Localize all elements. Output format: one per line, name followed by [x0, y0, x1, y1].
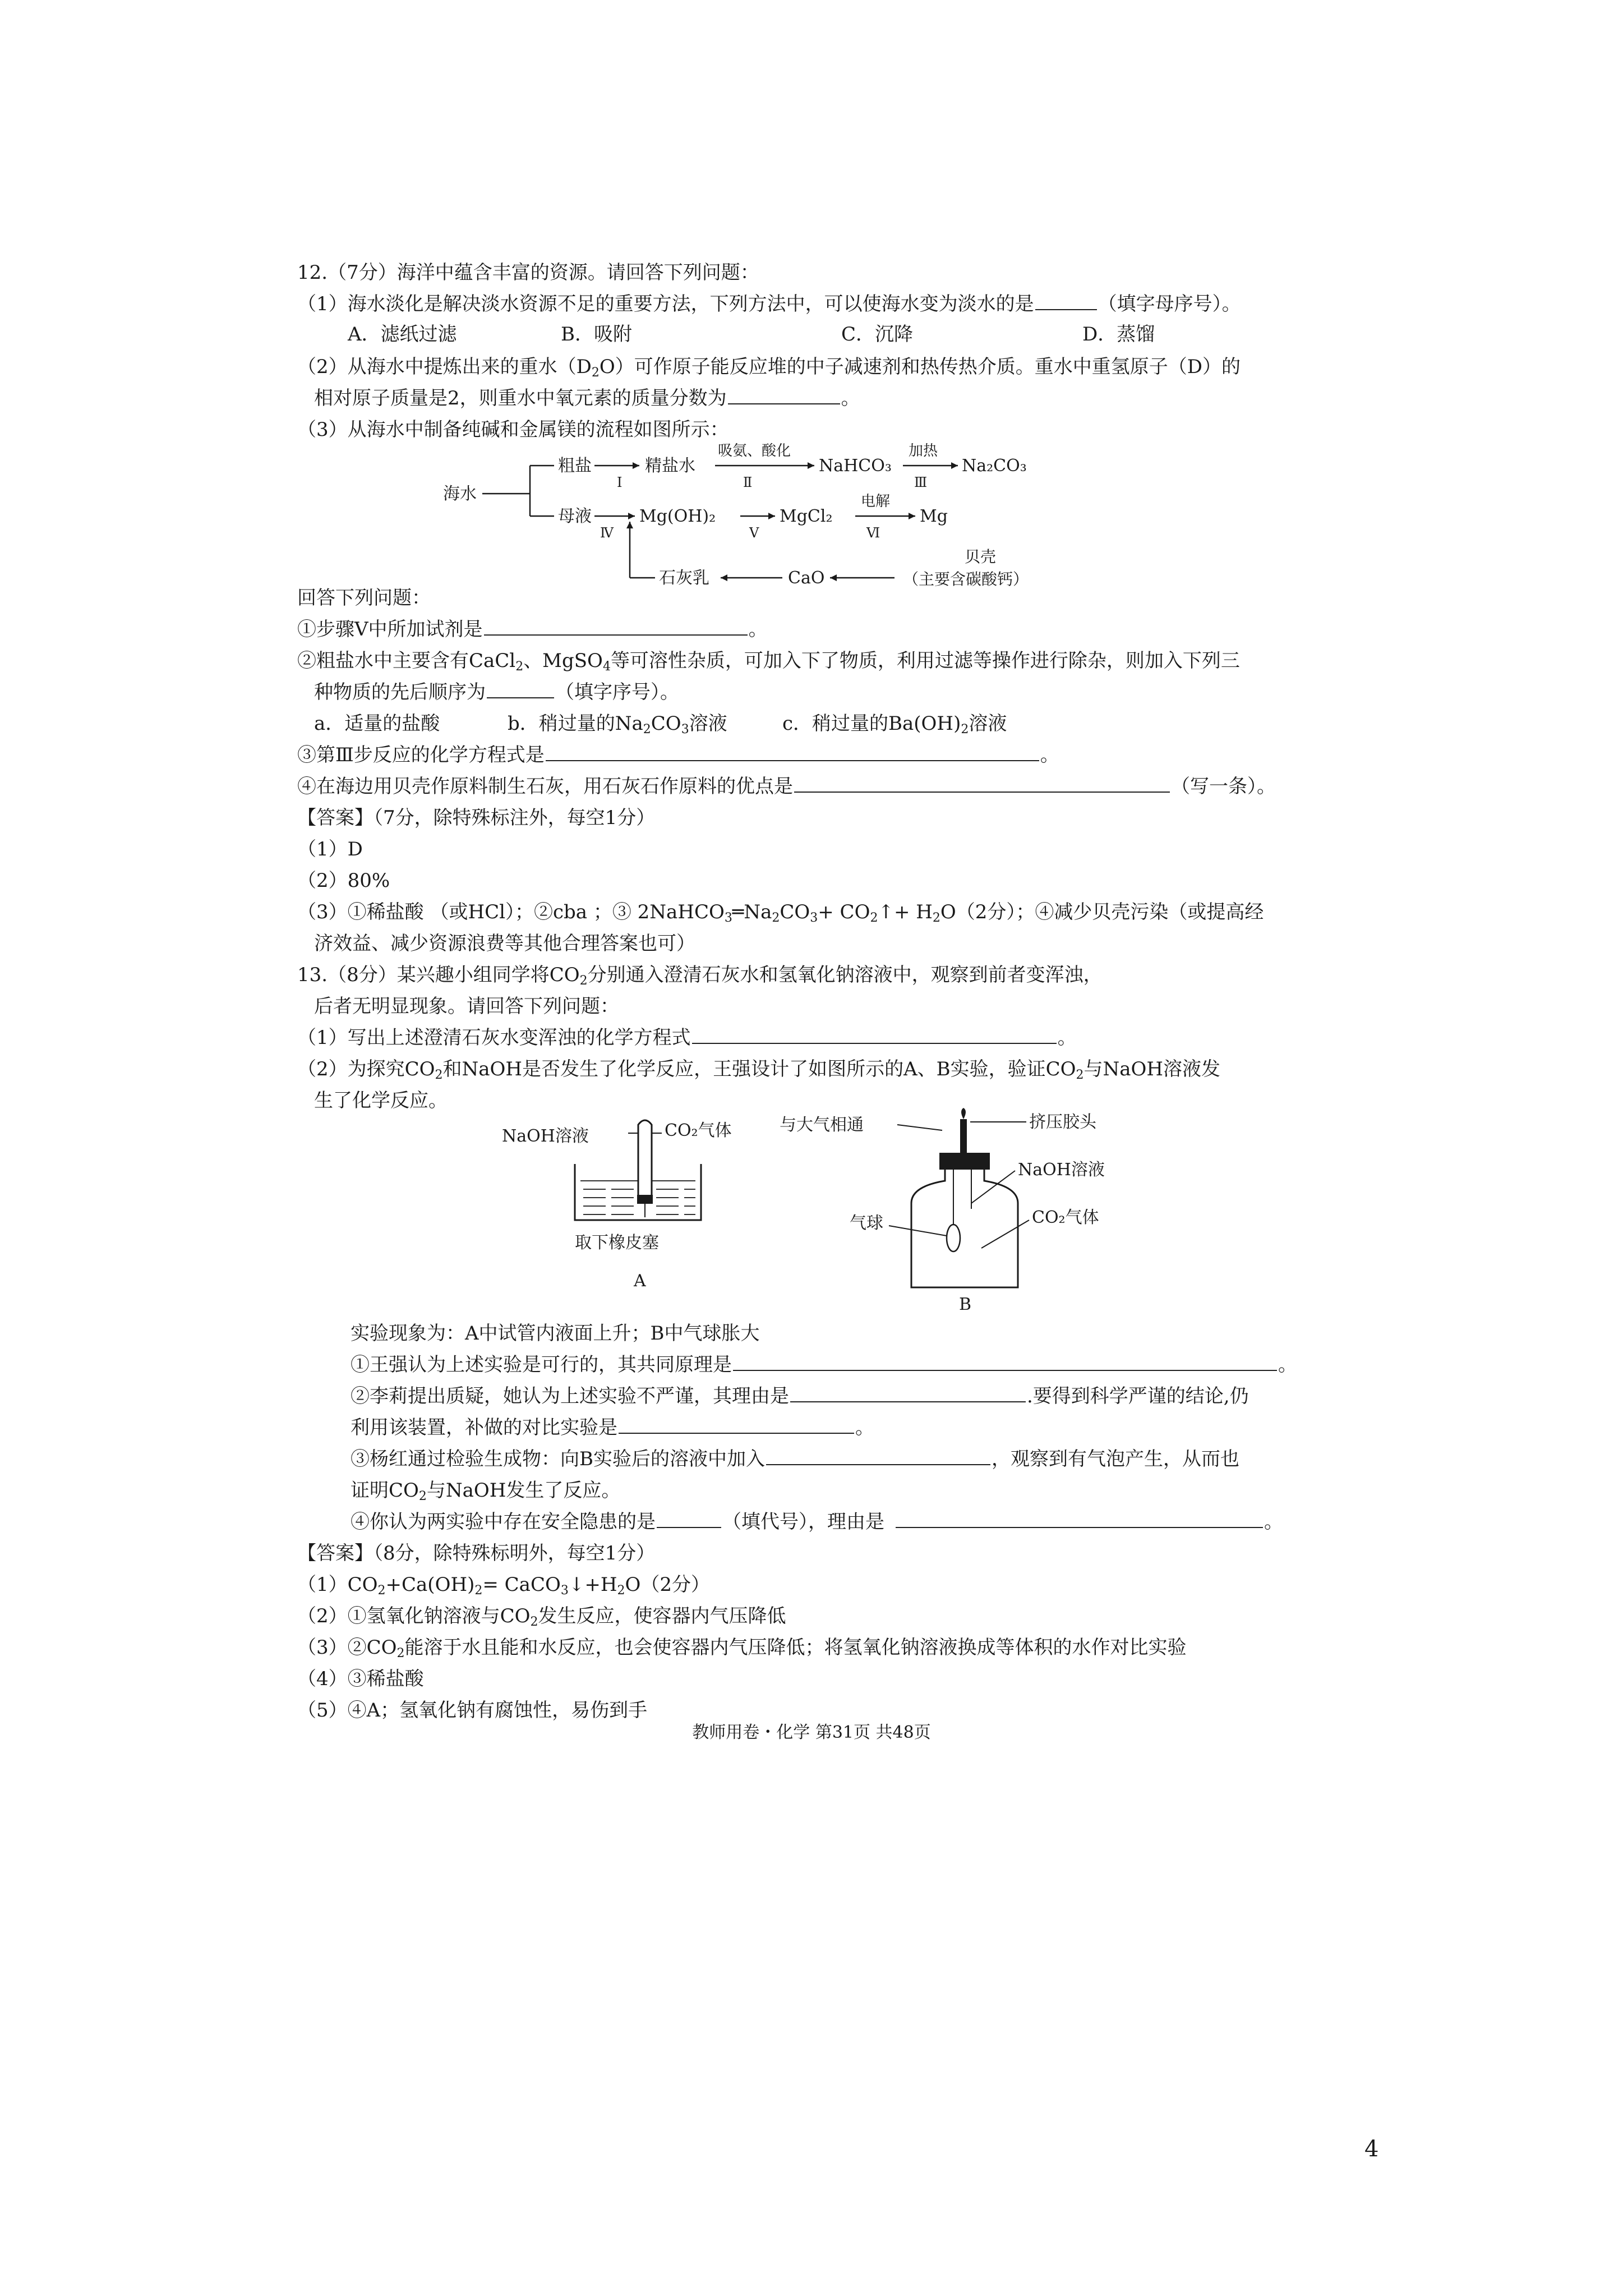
sub: 2 [1076, 1068, 1084, 1082]
q13-part1-blank [692, 1026, 1057, 1044]
text: 【答案】（7分，除特殊标注外，每空1分） [297, 807, 656, 829]
a-label: A [634, 1271, 646, 1291]
line [981, 1220, 1029, 1248]
q13-phenomenon [351, 1320, 760, 1347]
q13-title-line1 [297, 961, 1103, 988]
q13-item3-line2 [351, 1477, 620, 1504]
q13-part2-line2 [314, 1087, 448, 1114]
q12-part2-blank [728, 386, 840, 404]
text: 与NaOH发生了反应。 [426, 1479, 621, 1502]
q12-answer-title [297, 804, 655, 831]
reagent-a: a．适量的盐酸 [314, 712, 440, 735]
text: （3）①稀盐酸 （或HCl）；②cba ；③ 2NaHCO [297, 901, 725, 923]
sub: 2 [591, 366, 600, 380]
reagent-c [782, 710, 1007, 737]
flow-step2: Ⅱ [743, 475, 753, 490]
text: ③第Ⅲ步反应的化学方程式是 [297, 744, 545, 766]
q12-sub2-blank [487, 680, 554, 698]
process-flow-diagram [437, 443, 1088, 597]
q12-answer-prompt [297, 585, 431, 611]
flow-step5: Ⅴ [749, 525, 759, 541]
q13-item1 [351, 1351, 1297, 1378]
sub: 2 [515, 660, 524, 674]
q12-answer-3-line2 [314, 930, 695, 957]
q12-part1-options [348, 321, 1155, 348]
q13-item1-blank [733, 1353, 1277, 1371]
sub: 2 [932, 911, 940, 925]
text: 【答案】（8分，除特殊标明外，每空1分） [297, 1542, 656, 1565]
q12-sub3 [297, 742, 1059, 769]
experiment-diagram [494, 1108, 1144, 1314]
q13-answer-4 [297, 1665, 424, 1692]
q12-sub3-blank [546, 743, 1039, 761]
q12-part1 [297, 291, 1241, 318]
b-rubber-bulb [961, 1108, 966, 1119]
text: 。 [1040, 744, 1059, 766]
q13-title-line2 [314, 993, 619, 1020]
text: 分别通入澄清石灰水和氢氧化钠溶液中，观察到前者变浑浊， [587, 964, 1103, 986]
flow-step6-condition: 电解 [861, 493, 891, 510]
text: 与NaOH溶液发 [1083, 1058, 1221, 1080]
q12-answer-3-line1 [297, 899, 1264, 926]
line [897, 1125, 942, 1130]
path [960, 1119, 967, 1153]
text: + CO [818, 901, 870, 923]
q13-item2-control-blank [619, 1416, 854, 1434]
option-d: D．蒸馏 [1082, 323, 1155, 346]
text: 发生反应，使容器内气压降低 [538, 1605, 786, 1627]
sub: 2 [961, 723, 969, 737]
line [971, 1171, 1015, 1203]
reagent-b [508, 710, 782, 737]
flow-lines [482, 466, 958, 578]
q12-title-text: 12.（7分）海洋中蕴含丰富的资源。请回答下列问题： [297, 261, 759, 284]
q13-answer-title [297, 1540, 655, 1567]
flow-step3: Ⅲ [914, 475, 928, 490]
b-naoh-label: NaOH溶液 [1018, 1160, 1105, 1180]
a-test-tube [638, 1120, 652, 1198]
q13-item4-blank1 [657, 1510, 721, 1528]
q12-part1-tail: （填字母序号）。 [1098, 293, 1241, 315]
b-co2-label: CO₂气体 [1032, 1208, 1099, 1227]
text: 后者无明显现象。请回答下列问题： [314, 995, 619, 1018]
text: 。 [841, 387, 860, 409]
q12-part1-text: （1）海水淡化是解决淡水资源不足的重要方法，下列方法中，可以使海水变为淡水的是 [297, 293, 1034, 315]
text: CO [780, 901, 810, 923]
q12-sub2-options [314, 710, 1007, 737]
a-naoh-label: NaOH溶液 [502, 1126, 589, 1146]
option-c: C．沉降 [841, 323, 914, 346]
q12-answer-1 [297, 836, 363, 863]
text: 能溶于水且能和水反应，也会使容器内气压降低；将氢氧化钠溶液换成等体积的水作对比实验 [404, 1636, 1187, 1659]
q13-item4 [351, 1508, 1283, 1535]
q12-part3 [297, 416, 729, 443]
text: ④你认为两实验中存在安全隐患的是 [351, 1511, 656, 1533]
a-stopper [637, 1195, 653, 1204]
sub: 2 [617, 1584, 625, 1598]
flow-step3-condition: 加热 [909, 443, 938, 459]
text: 溶液 [969, 712, 1007, 735]
text: 和NaOH是否发生了化学反应，王强设计了如图所示的A、B实验，验证CO [442, 1058, 1076, 1080]
text: 实验现象为：A中试管内液面上升；B中气球胀大 [351, 1322, 760, 1345]
sub: 3 [560, 1584, 569, 1598]
q12-part2-line2 [314, 385, 860, 412]
q13-answer-2 [297, 1603, 786, 1630]
q12-sub1-blank [484, 618, 748, 636]
flow-na2co3: Na₂CO₃ [962, 456, 1027, 476]
flow-mgcl2: MgCl₂ [780, 507, 833, 526]
text: .要得到科学严谨的结论,仍 [1027, 1385, 1249, 1407]
text: （填字序号）。 [555, 681, 679, 703]
q13-item2-blank [790, 1384, 1026, 1402]
sub: 2 [435, 1068, 443, 1082]
flow-step6: Ⅵ [866, 525, 880, 541]
text: （3）②CO [297, 1636, 397, 1659]
text: O）可作原子能反应堆的中子减速剂和热传热介质。重水中重氢原子（D）的 [599, 356, 1241, 378]
text: （1）CO [297, 1573, 378, 1596]
b-stopper [939, 1153, 990, 1170]
text: （4）③稀盐酸 [297, 1668, 424, 1690]
q12-sub4-blank [794, 775, 1170, 793]
flow-step4: Ⅳ [600, 525, 614, 541]
text: ①王强认为上述实验是可行的，其共同原理是 [351, 1354, 732, 1376]
page-number: 4 [1364, 2136, 1379, 2162]
text: = CaCO [482, 1573, 561, 1596]
b-air-label: 与大气相通 [780, 1115, 864, 1135]
sub: 2 [377, 1584, 386, 1598]
b-balloon [947, 1225, 960, 1251]
sub: 2 [530, 1615, 538, 1629]
apparatus-b [780, 1108, 1105, 1314]
text: ═Na [732, 901, 772, 923]
flow-nahco3: NaHCO₃ [819, 456, 892, 476]
sub: 2 [474, 1584, 483, 1598]
page-footer: 教师用卷・化学 第31页 共48页 [692, 1723, 931, 1742]
sub: 3 [681, 723, 689, 737]
q12-part1-blank [1035, 292, 1097, 310]
sub: 2 [418, 1489, 427, 1503]
b-bottle [911, 1170, 1018, 1287]
text: ②李莉提出质疑，她认为上述实验不严谨，其理由是 [351, 1385, 789, 1407]
text: 生了化学反应。 [314, 1089, 448, 1112]
q12-sub2-line1 [297, 647, 1240, 674]
text: 溶液 [689, 712, 727, 735]
q13-item3-blank [766, 1447, 990, 1465]
text: ①步骤Ⅴ中所加试剂是 [297, 618, 483, 641]
q12-sub4 [297, 773, 1276, 800]
q13-part2-line1 [297, 1056, 1220, 1083]
text: 种物质的先后顺序为 [314, 681, 486, 703]
flow-refined-brine: 精盐水 [645, 456, 695, 476]
text: 。 [1057, 1027, 1077, 1049]
flow-shell-note: （主要含碳酸钙） [903, 570, 1029, 588]
b-label: B [959, 1295, 972, 1314]
q13-item2-line2 [351, 1414, 874, 1441]
flow-shell: 贝壳 [965, 547, 997, 566]
text: 。 [1264, 1511, 1283, 1533]
text: （5）④A；氢氧化钠有腐蚀性，易伤到手 [297, 1699, 648, 1722]
text: 相对原子质量是2，则重水中氧元素的质量分数为 [314, 387, 727, 409]
option-b: B．吸附 [561, 323, 632, 346]
flow-mgoh2: Mg(OH)₂ [639, 507, 716, 526]
text: ④在海边用贝壳作原料制生石灰，用石灰石作原料的优点是 [297, 775, 793, 798]
flow-lime-milk: 石灰乳 [659, 568, 709, 588]
q13-item3-line1 [351, 1446, 1239, 1473]
text: CO [651, 712, 681, 735]
option-a: A．滤纸过滤 [348, 323, 457, 346]
text: ③杨红通过检验生成物：向B实验后的溶液中加入 [351, 1448, 765, 1470]
text: 。 [1278, 1354, 1297, 1376]
text: （写一条）。 [1171, 775, 1276, 798]
line [889, 1226, 947, 1236]
text: c．稍过量的Ba(OH) [782, 712, 961, 735]
sub: 3 [810, 911, 818, 925]
text: （2）为探究CO [297, 1058, 435, 1080]
q13-item4-blank2 [896, 1510, 1263, 1528]
text: 。 [748, 618, 768, 641]
apparatus-a [502, 1120, 732, 1291]
a-caption: 取下橡皮塞 [575, 1233, 659, 1253]
flow-seawater: 海水 [443, 484, 477, 504]
flow-step2-condition: 吸氨、酸化 [718, 443, 791, 459]
text: ↑+ H [878, 901, 933, 923]
flow-cao: CaO [788, 568, 825, 588]
text: 利用该装置，补做的对比实验是 [351, 1416, 617, 1439]
q12-answer-2 [297, 867, 390, 894]
sub: 4 [602, 660, 611, 674]
text: 13.（8分）某兴趣小组同学将CO [297, 964, 580, 986]
q12-sub2-line2 [314, 679, 679, 706]
text: （1）写出上述澄清石灰水变浑浊的化学方程式 [297, 1027, 691, 1049]
sub: 2 [772, 911, 780, 925]
text: ②粗盐水中主要含有CaCl [297, 650, 516, 672]
flow-mother-liquor: 母液 [558, 507, 592, 526]
text: （填代号），理由是 [722, 1511, 884, 1533]
text: 、MgSO [523, 650, 603, 672]
q12-title [297, 259, 759, 286]
text: （2）①氢氧化钠溶液与CO [297, 1605, 531, 1627]
sub: 2 [643, 723, 651, 737]
q13-answer-1 [297, 1571, 710, 1598]
text: ，观察到有气泡产生，从而也 [991, 1448, 1239, 1470]
text: （3）从海水中制备纯碱和金属镁的流程如图所示： [297, 418, 729, 441]
text: 证明CO [351, 1479, 419, 1502]
text: O（2分） [625, 1573, 710, 1596]
text: b．稍过量的Na [508, 712, 643, 735]
flow-step1: Ⅰ [617, 475, 623, 490]
a-co2-label: CO₂气体 [665, 1121, 732, 1140]
text: O（2分）；④减少贝壳污染（或提高经 [940, 901, 1264, 923]
text: +Ca(OH) [385, 1573, 475, 1596]
sub: 2 [579, 974, 588, 988]
q12-sub1 [297, 616, 768, 643]
flow-mg: Mg [920, 507, 948, 526]
q12-part2-line1 [297, 353, 1241, 380]
text: （1）D [297, 838, 363, 861]
flow-crude-salt: 粗盐 [558, 456, 592, 476]
q13-answer-3 [297, 1634, 1187, 1661]
sub: 2 [396, 1646, 405, 1660]
text: 回答下列问题： [297, 587, 431, 609]
text: 等可溶性杂质，可加入下了物质，利用过滤等操作进行除杂，则加入下列三 [610, 650, 1240, 672]
b-balloon-label: 气球 [850, 1213, 883, 1233]
text: 济效益、减少资源浪费等其他合理答案也可） [314, 932, 695, 955]
text: ↓+H [568, 1573, 617, 1596]
q13-item2-line1 [351, 1383, 1249, 1410]
q13-part1 [297, 1024, 1077, 1051]
sub: 2 [870, 911, 878, 925]
text: （2）80% [297, 869, 390, 892]
b-dropper-label: 挤压胶头 [1029, 1112, 1096, 1132]
text: （2）从海水中提炼出来的重水（D [297, 356, 592, 378]
text: 。 [855, 1416, 874, 1439]
sub: 3 [724, 911, 732, 925]
